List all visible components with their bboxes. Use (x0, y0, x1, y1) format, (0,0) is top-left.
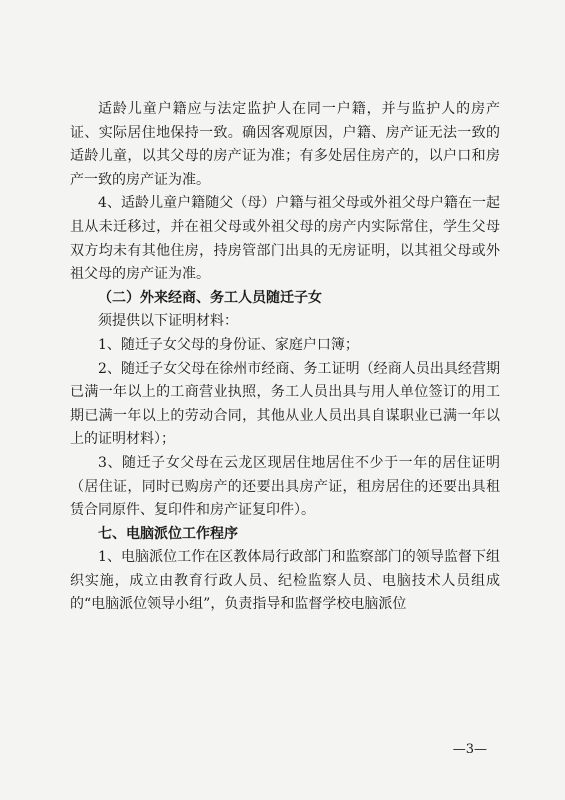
paragraph-computer-assignment-1: 1、电脑派位工作在区教体局行政部门和监察部门的领导监督下组织实施，成立由教育行政人员、纪检监察人员、电脑技术人员组成的“电脑派位领导小组”，负责指导和监督学校电脑派位 (70, 549, 500, 613)
paragraph-item-4: 4、适龄儿童户籍随父（母）户籍与祖父母或外祖父母户籍在一起且从未迁移过，并在祖父母或外祖父母的房产内实际常住，学生父母双方均未有其他住房，持房管部门出具的无房证明，以其祖父母或外祖父母的房产证为准。 (70, 195, 500, 283)
document-body (70, 98, 500, 617)
paragraph-household-registration: 适龄儿童户籍应与法定监护人在同一户籍，并与监护人的房产证、实际居住地保持一致。确因客观原因，户籍、房产证无法一致的适龄儿童，以其父母的房产证为准；有多处居住房产的，以户口和房产一致的房产证为准。 (70, 101, 500, 188)
page-number: —3— (452, 742, 487, 757)
paragraph-item-2: 2、随迁子女父母在徐州市经商、务工证明（经商人员出具经营期已满一年以上的工商营业执照，务工人员出具与用人单位签订的用工期已满一年以上的劳动合同，其他从业人员出具自谋职业已满一年以上的证明材料）； (70, 360, 500, 448)
paragraph-item-1: 1、随迁子女父母的身份证、家庭户口簿； (98, 336, 359, 353)
paragraph-item-3: 3、随迁子女父母在云龙区现居住地居住不少于一年的居住证明（居住证，同时已购房产的还要出具房产证，租房居住的还要出具租赁合同原件、复印件和房产证复印件）。 (70, 454, 500, 519)
section-heading-computer-assignment: 七、电脑派位工作程序 (98, 525, 238, 542)
section-heading-migrant-children: （二）外来经商、务工人员随迁子女 (98, 289, 322, 306)
paragraph-required-materials: 须提供以下证明材料： (98, 313, 238, 330)
